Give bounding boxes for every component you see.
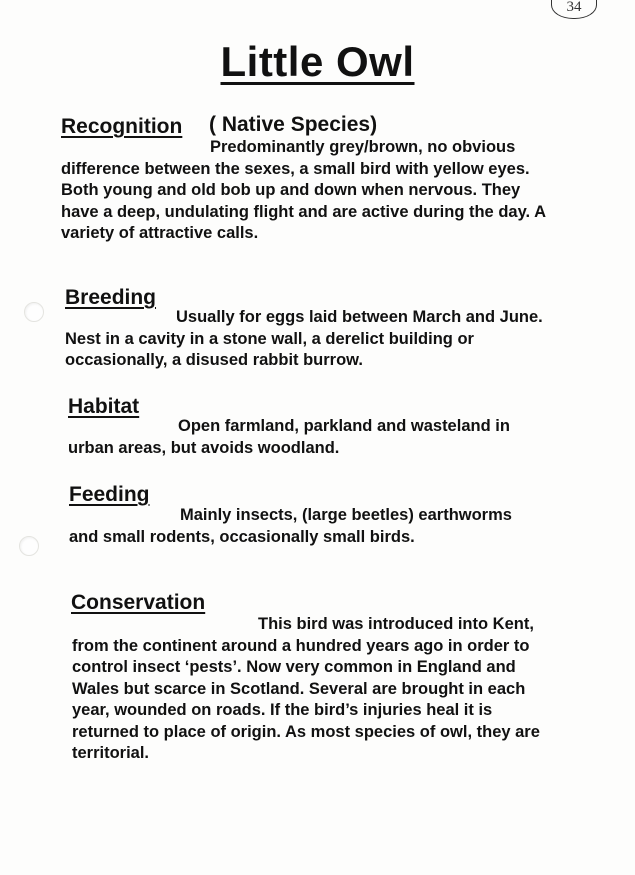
feeding-text bbox=[69, 505, 519, 548]
conservation-text bbox=[72, 614, 552, 765]
habitat-heading: Habitat bbox=[68, 395, 140, 418]
page-title: Little Owl bbox=[220, 38, 415, 85]
recognition-heading: Recognition bbox=[61, 115, 183, 138]
recognition-body: Predominantly grey/brown, no obvious difference between the sexes, a small bird with yellow eyes. Both young and old bob up and down when nervous. They have a deep, undulating flight and are active during the day. A variety of attractive calls. bbox=[61, 138, 546, 242]
habitat-body: Open farmland, parkland and wasteland in urban areas, but avoids woodland. bbox=[68, 417, 510, 457]
page-number: 34 bbox=[551, 0, 597, 19]
feeding-heading: Feeding bbox=[69, 483, 150, 506]
breeding-body: Usually for eggs laid between March and June. Nest in a cavity in a stone wall, a derelict building or occasionally, a disused rabbit burrow. bbox=[65, 308, 543, 369]
punch-hole-top bbox=[24, 302, 44, 322]
breeding-heading: Breeding bbox=[65, 286, 157, 309]
habitat-text bbox=[68, 416, 558, 459]
feeding-body: Mainly insects, (large beetles) earthworms and small rodents, occasionally small birds. bbox=[69, 506, 512, 546]
conservation-body: This bird was introduced into Kent, from the continent around a hundred years ago in order to control insect ‘pests’. Now very common in England and Wales but scarce in Scotland. Several are brought in each year, wounded on roads. If the bird’s injuries heal it is returned to place of origin. As most species of owl, they are territorial. bbox=[72, 615, 540, 762]
recognition-text bbox=[61, 137, 551, 245]
recognition-subtitle: ( Native Species) bbox=[209, 113, 378, 136]
punch-hole-bottom bbox=[19, 536, 39, 556]
breeding-text bbox=[65, 307, 555, 372]
conservation-heading: Conservation bbox=[71, 591, 206, 614]
